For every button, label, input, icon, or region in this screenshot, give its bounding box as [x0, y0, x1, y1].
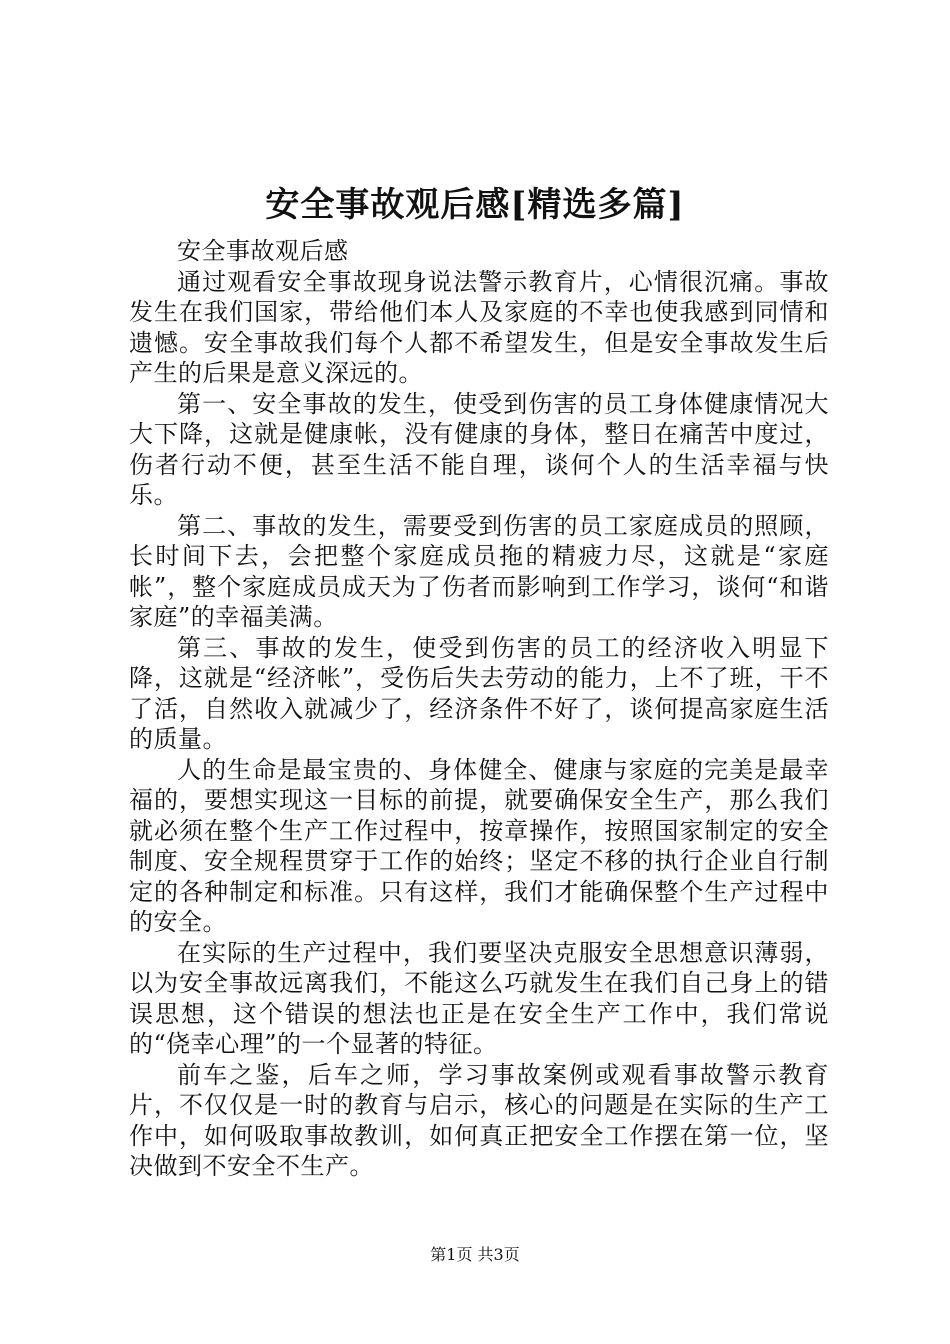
- body-paragraph: 前车之鉴，后车之师，学习事故案例或观看事故警示教育片，不仅仅是一时的教育与启示，核心的问题是在实际的生产工作中，如何吸取事故教训，如何真正把安全工作摆在第一位，坚决做到不安全不生产。: [129, 1060, 829, 1180]
- page-number-footer: 第1页 共3页: [430, 1245, 520, 1264]
- body-paragraph: 在实际的生产过程中，我们要坚决克服安全思想意识薄弱，以为安全事故远离我们，不能这么巧就发生在我们自己身上的错误思想，这个错误的想法也正是在安全生产工作中，我们常说的“侥幸心理”的一个显著的特征。: [129, 938, 829, 1058]
- body-paragraph: 第一、安全事故的发生，使受到伤害的员工身体健康情况大大下降，这就是健康帐，没有健康的身体，整日在痛苦中度过，伤者行动不便，甚至生活不能自理，谈何个人的生活幸福与快乐。: [129, 389, 829, 509]
- body-paragraph: 第二、事故的发生，需要受到伤害的员工家庭成员的照顾，长时间下去，会把整个家庭成员拖的精疲力尽，这就是“家庭帐”，整个家庭成员成天为了伤者而影响到工作学习，谈何“和谐家庭”的幸福美满。: [129, 511, 829, 631]
- body-paragraph: 通过观看安全事故现身说法警示教育片，心情很沉痛。事故发生在我们国家，带给他们本人及家庭的不幸也使我感到同情和遗憾。安全事故我们每个人都不希望发生，但是安全事故发生后产生的后果是意义深远的。: [129, 267, 829, 387]
- document-body: [129, 236, 829, 1182]
- body-paragraph: 第三、事故的发生，使受到伤害的员工的经济收入明显下降，这就是“经济帐”，受伤后失去劳动的能力，上不了班，干不了活，自然收入就减少了，经济条件不好了，谈何提高家庭生活的质量。: [129, 633, 829, 753]
- document-title: 安全事故观后感[精选多篇]: [265, 185, 685, 225]
- body-paragraph: 安全事故观后感: [177, 237, 349, 265]
- body-paragraph: 人的生命是最宝贵的、身体健全、健康与家庭的完美是最幸福的，要想实现这一目标的前提，就要确保安全生产，那么我们就必须在整个生产工作过程中，按章操作，按照国家制定的安全制度、安全规程贯穿于工作的始终；坚定不移的执行企业自行制定的各种制定和标准。只有这样，我们才能确保整个生产过程中的安全。: [129, 755, 829, 936]
